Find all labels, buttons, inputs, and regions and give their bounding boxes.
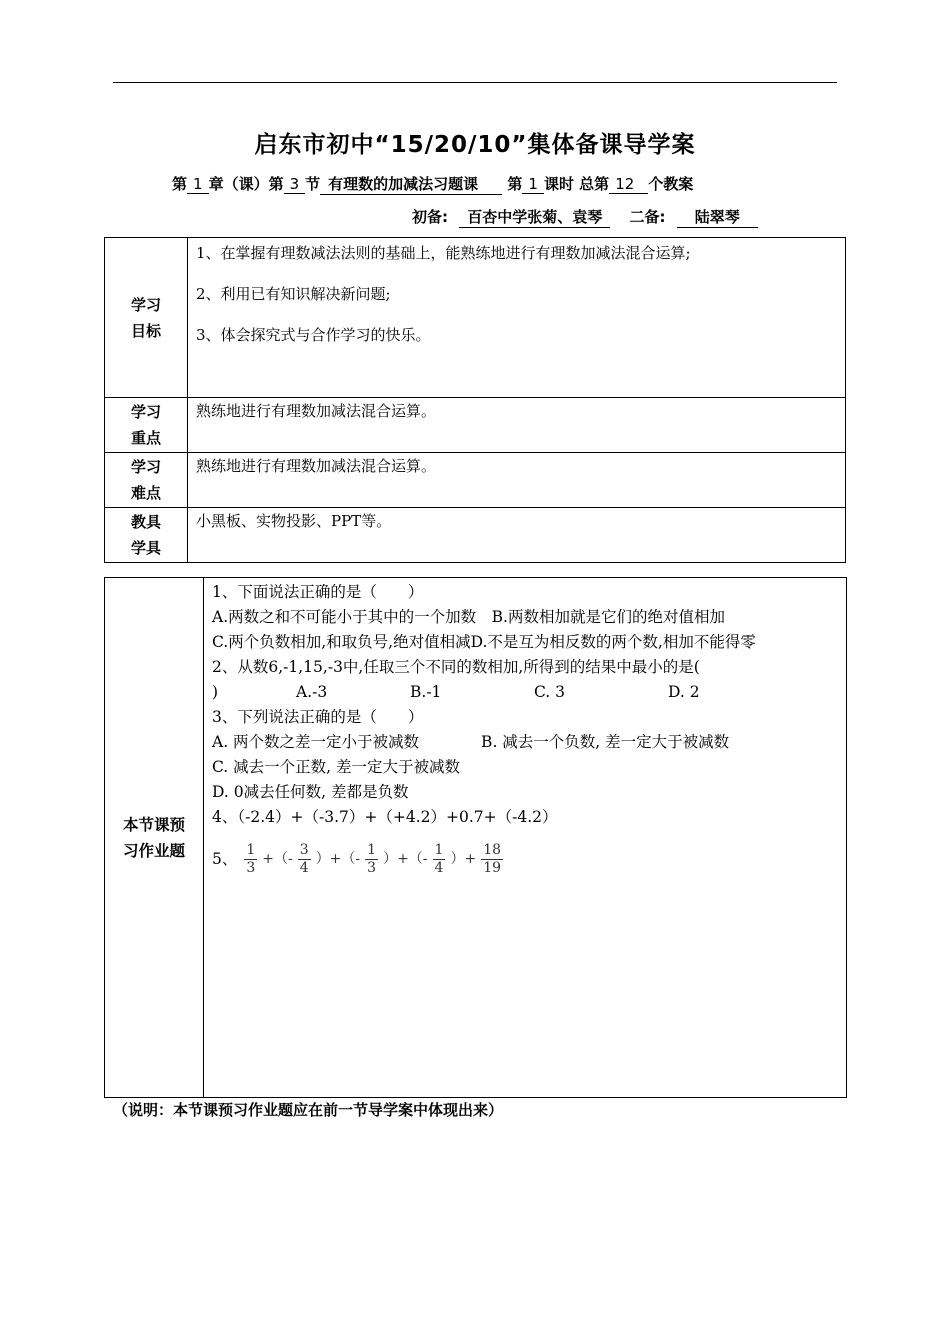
goals-label: 学习 目标 [105,238,188,398]
question-5: 5、 $\frac{1}{3}$ +（- $\frac{3}{4}$ ）+（- $\frac{1}{3}$ ）+（- $\frac{1}{4}$ ）+ $\frac{18}{19}$ [212,842,502,876]
question-3-options-ab: A. 两个数之差一定小于被减数 B. 减去一个负数, 差一定大于被减数 [212,733,730,751]
question-3-option-c: C. 减去一个正数, 差一定大于被减数 [212,758,461,776]
homework-label: 本节课预 习作业题 [105,578,204,1098]
tools-content: 小黑板、实物投影、PPT等。 [188,508,846,563]
question-1-options-cd: C.两个负数相加,和取负号,绝对值相减D.不是互为相反数的两个数,相加不能得零 [212,633,756,651]
question-1-options-ab: A.两数之和不可能小于其中的一个加数 B.两数相加就是它们的绝对值相加 [212,608,725,626]
period-prefix: 第 [507,175,523,193]
fraction: $\frac{1}{4}$ [434,842,444,876]
goal-item: 3、体会探究式与合作学习的快乐。 [196,326,431,344]
homework-content [204,578,847,1098]
prep2-value: 陆翠琴 [677,206,758,228]
question-1: 1、下面说法正确的是（ ） [212,583,424,601]
goals-content [188,238,846,398]
section-number: 3 [284,175,306,194]
page-title: 启东市初中“15/20/10”集体备课导学案 [254,132,696,158]
top-rule [113,82,837,83]
prep2-label: 二备: [629,208,666,226]
period-number: 1 [522,175,544,194]
footnote: （说明：本节课预习作业题应在前一节导学案中体现出来） [113,1101,504,1119]
homework-table [104,577,847,1098]
chapter-mid: 章（课）第 [208,175,284,193]
key-label: 学习 重点 [105,398,188,453]
difficulty-label: 学习 难点 [105,453,188,508]
section-mid: 节 [305,175,321,193]
chapter-number: 1 [187,175,209,194]
period-mid: 课时 总第 [543,175,610,193]
prep1-label: 初备: [412,208,448,226]
key-row [105,398,846,453]
tools-label: 教具 学具 [105,508,188,563]
chapter-prefix: 第 [172,175,188,193]
difficulty-row [105,453,846,508]
goal-item: 1、在掌握有理数减法法则的基础上，能熟练地进行有理数加减法混合运算; [196,244,691,262]
question-5-prefix: 5、 [212,850,238,868]
goals-row [105,238,846,398]
question-3-option-d: D. 0减去任何数, 差都是负数 [212,783,409,801]
question-4: 4、（-2.4）+（-3.7）+（+4.2）+0.7+（-4.2） [212,808,558,826]
question-2: 2、从数6,-1,15,-3中,任取三个不同的数相加,所得到的结果中最小的是( [212,658,700,676]
total-number: 12 [609,175,648,194]
prep1-value: 百杏中学张菊、袁琴 [459,206,610,228]
question-2-options: ) A.-3 B.-1 C. 3 D. 2 [212,683,700,701]
difficulty-content: 熟练地进行有理数加减法混合运算。 [188,453,846,508]
lesson-plan-table [104,237,846,563]
question-3: 3、下列说法正确的是（ ） [212,708,424,726]
lesson-topic: 有理数的加减法习题课 [320,173,502,195]
tools-row [105,508,846,563]
fraction: $\frac{18}{19}$ [483,842,502,876]
key-content: 熟练地进行有理数加减法混合运算。 [188,398,846,453]
fraction: $\frac{3}{4}$ [299,842,309,876]
total-suffix: 个教案 [648,175,694,193]
fraction: $\frac{1}{3}$ [246,842,256,876]
goal-item: 2、利用已有知识解决新问题; [196,285,391,303]
lesson-info-line [172,173,693,195]
fraction: $\frac{1}{3}$ [367,842,377,876]
preparers-line [412,206,758,228]
